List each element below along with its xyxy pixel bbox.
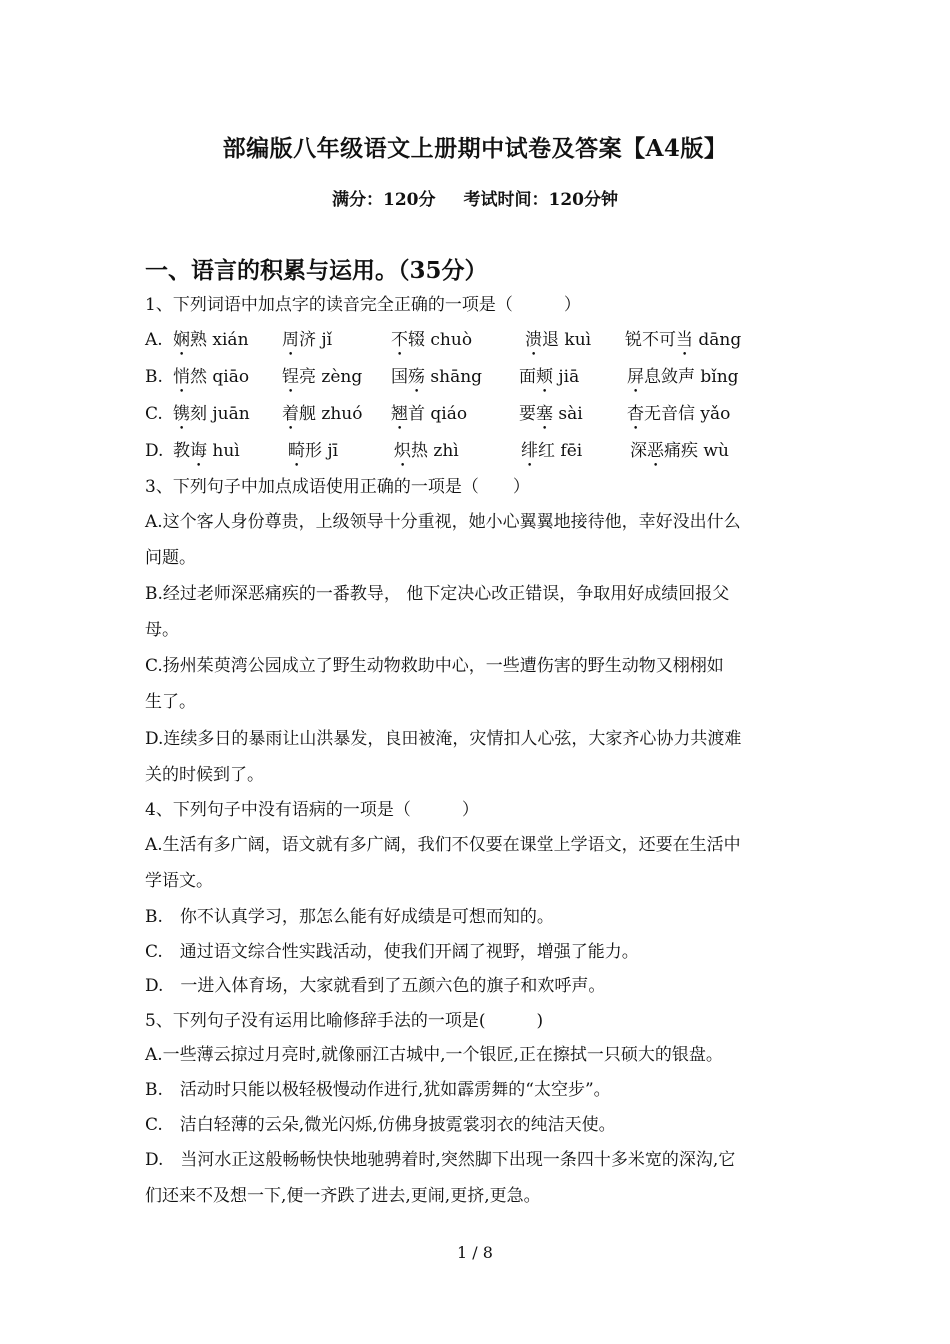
word-item: 国殇 shāng xyxy=(391,367,483,387)
q1-option-d: D. 教诲 huì 畸形 jī 炽热 zhì 绯红 fēi 深恶痛疾 wù xyxy=(145,439,815,463)
q3-option-b-cont: 母。 xyxy=(145,620,179,640)
q1-option-a xyxy=(145,328,815,352)
word-item: 面颊 jiā xyxy=(519,367,580,387)
q3-option-d-cont: 关的时候到了。 xyxy=(145,765,264,785)
word-item: 畸形 jī xyxy=(288,441,339,461)
word-item: 杳无音信 yǎo xyxy=(627,404,731,424)
word-item: 溃退 kuì xyxy=(525,330,592,350)
q5-option-c: C. 洁白轻薄的云朵,微光闪烁,仿佛身披霓裳羽衣的纯洁天使。 xyxy=(145,1115,616,1135)
q3-option-c-cont: 生了。 xyxy=(145,692,196,712)
word-item: 不辍 chuò xyxy=(391,330,473,350)
q5-option-d: D. 当河水正这般畅畅快快地驰骋着时,突然脚下出现一条四十多米宽的深沟,它 xyxy=(145,1150,736,1170)
question-5-stem: 5、下列句子没有运用比喻修辞手法的一项是( ) xyxy=(145,1011,544,1031)
word-item: 深恶痛疾 wù xyxy=(630,441,729,461)
q4-option-b: B. 你不认真学习，那怎么能有好成绩是可想而知的。 xyxy=(145,907,554,927)
q3-option-b: B.经过老师深恶痛疾的一番教导， 他下定决心改正错误，争取用好成绩回报父 xyxy=(145,584,730,604)
q4-option-d: D. 一进入体育场，大家就看到了五颜六色的旗子和欢呼声。 xyxy=(145,976,606,996)
question-1-stem: 1、下列词语中加点字的读音完全正确的一项是（ ） xyxy=(145,295,581,315)
word-item: 翘首 qiáo xyxy=(391,404,468,424)
q3-option-a-cont: 问题。 xyxy=(145,548,196,568)
q3-option-d: D.连续多日的暴雨让山洪暴发，良田被淹，灾情扣人心弦，大家齐心协力共渡难 xyxy=(145,729,742,749)
q4-option-a: A.生活有多广阔，语文就有多广阔，我们不仅要在课堂上学语文，还要在生活中 xyxy=(145,835,741,855)
full-score: 满分：120分 xyxy=(332,190,436,210)
q4-option-a-cont: 学语文。 xyxy=(145,871,213,891)
word-item: 娴熟 xián xyxy=(173,330,249,350)
option-label: A. xyxy=(145,330,163,350)
exam-meta xyxy=(0,185,950,210)
word-item: 教诲 huì xyxy=(173,441,240,461)
q3-option-c: C.扬州茱萸湾公园成立了野生动物救助中心，一些遭伤害的野生动物又栩栩如 xyxy=(145,656,724,676)
q1-option-c: C. 镌刻 juān 着舰 zhuó 翘首 qiáo 要塞 sài 杳无音信 yǎo xyxy=(145,402,815,426)
word-item: 炽热 zhì xyxy=(394,441,459,461)
q3-option-a: A.这个客人身份尊贵，上级领导十分重视，她小心翼翼地接待他，幸好没出什么 xyxy=(145,512,741,532)
word-item: 悄然 qiāo xyxy=(173,367,250,387)
question-3-stem: 3、下列句子中加点成语使用正确的一项是（ ） xyxy=(145,477,530,497)
q5-option-b: B. 活动时只能以极轻极慢动作进行,犹如霹雳舞的“太空步”。 xyxy=(145,1080,611,1100)
page-number: 1 / 8 xyxy=(457,1243,493,1262)
section-heading: 一、语言的积累与运用。（35分） xyxy=(145,257,488,284)
word-item: 要塞 sài xyxy=(519,404,583,424)
word-item: 锐不可当 dāng xyxy=(625,330,742,350)
page-title: 部编版八年级语文上册期中试卷及答案【A4版】 xyxy=(222,135,728,162)
exam-time: 考试时间：120分钟 xyxy=(463,190,618,210)
q1-option-b: B. 悄然 qiāo 锃亮 zèng 国殇 shāng 面颊 jiā 屏息敛声 bǐng xyxy=(145,365,815,389)
word-item: 屏息敛声 bǐng xyxy=(627,367,739,387)
q5-option-a: A.一些薄云掠过月亮时,就像丽江古城中,一个银匠,正在擦拭一只硕大的银盘。 xyxy=(145,1045,723,1065)
q5-option-d-cont: 们还来不及想一下,便一齐跌了进去,更闹,更挤,更急。 xyxy=(145,1186,541,1206)
word-item: 锃亮 zèng xyxy=(282,367,363,387)
word-item: 镌刻 juān xyxy=(173,404,250,424)
q4-option-c: C. 通过语文综合性实践活动，使我们开阔了视野，增强了能力。 xyxy=(145,942,639,962)
word-item: 绯红 fēi xyxy=(521,441,583,461)
word-item: 着舰 zhuó xyxy=(282,404,363,424)
question-4-stem: 4、下列句子中没有语病的一项是（ ） xyxy=(145,800,479,820)
word-item: 周济 jǐ xyxy=(282,330,333,350)
